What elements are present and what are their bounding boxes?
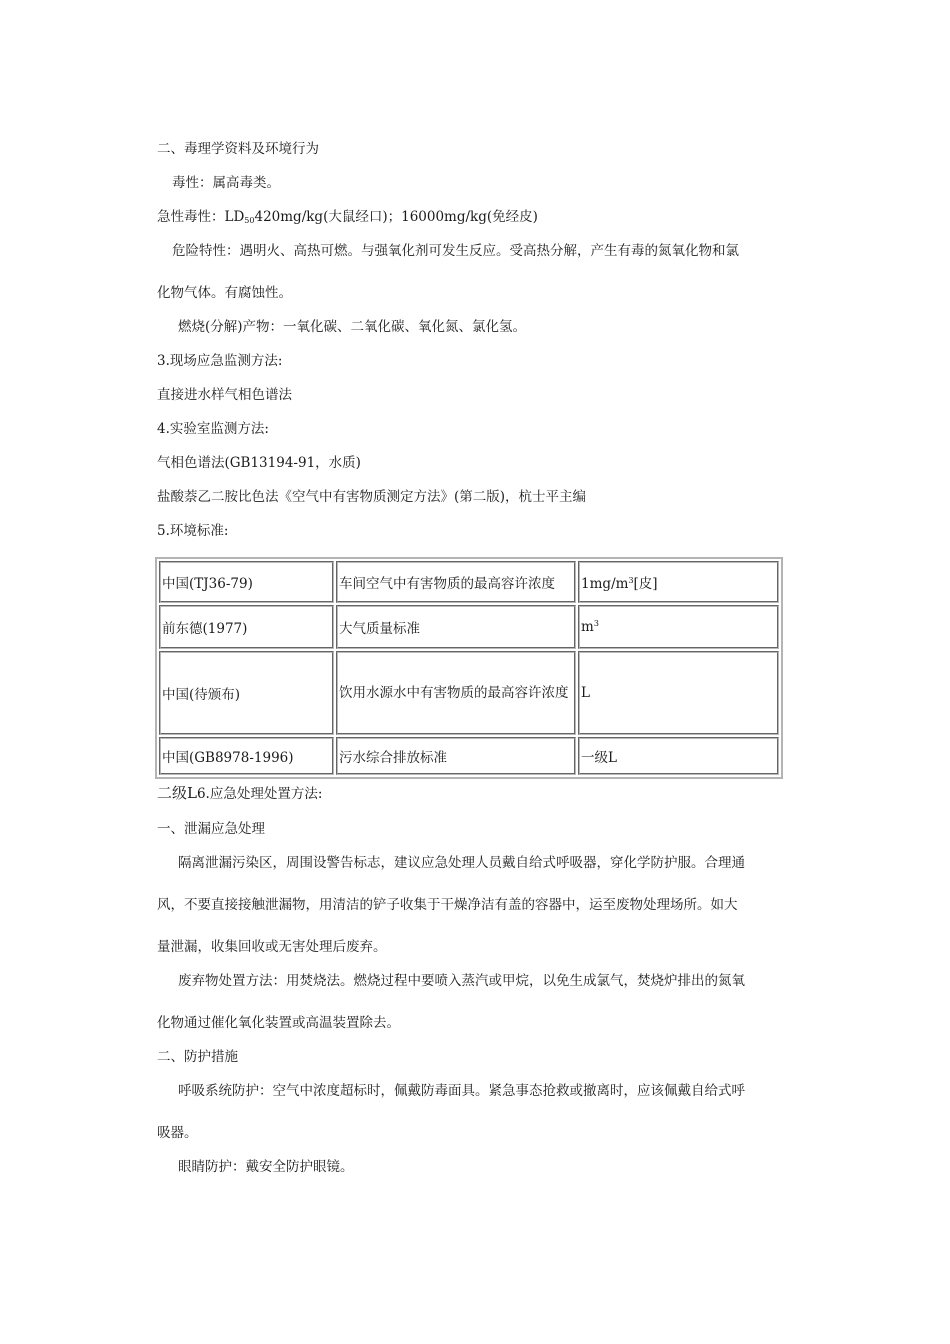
table-cell: 中国(待颁布)	[159, 651, 334, 735]
table-cell: $1mg/m^3$[皮]	[578, 561, 779, 603]
lab-method-1: 气相色谱法(GB13194-91，水质)	[157, 455, 361, 471]
table-row	[159, 737, 779, 775]
waste-line-1: 废弃物处置方法：用焚烧法。燃烧过程中要喷入蒸汽或甲烷，以免生成氯气，焚烧炉排出的氮氧	[178, 973, 745, 989]
table-cell: 中国(GB8978-1996)	[159, 737, 334, 775]
table-cell: L	[578, 651, 779, 735]
leak-line-3: 量泄漏，收集回收或无害处理后废弃。	[157, 939, 387, 955]
hazard-line-1: 危险特性：遇明火、高热可燃。与强氧化剂可发生反应。受高热分解，产生有毒的氮氧化物和氯	[172, 243, 739, 259]
lab-method-2: 盐酸萘乙二胺比色法《空气中有害物质测定方法》(第二版)，杭士平主编	[157, 489, 587, 505]
env-standard-heading: 5.环境标准:	[157, 523, 229, 539]
environmental-standards-table	[155, 557, 783, 779]
hazard-line-2: 化物气体。有腐蚀性。	[157, 285, 292, 301]
emergency-disposal-heading: 二级L6.应急处理处置方法:	[157, 784, 323, 802]
table-row	[159, 605, 779, 649]
lab-method-heading: 4.实验室监测方法:	[157, 421, 269, 437]
table-cell: 一级L	[578, 737, 779, 775]
field-method-text: 直接进水样气相色谱法	[157, 387, 292, 403]
field-method-heading: 3.现场应急监测方法:	[157, 353, 283, 369]
respiratory-line-2: 吸器。	[157, 1125, 198, 1141]
combustion-products-line: 燃烧(分解)产物：一氧化碳、二氧化碳、氧化氮、氯化氢。	[178, 319, 527, 335]
table-cell: $m^3$	[578, 605, 779, 649]
toxicity-line: 毒性：属高毒类。	[172, 175, 280, 191]
eye-protection-line: 眼睛防护：戴安全防护眼镜。	[178, 1159, 354, 1175]
table-row	[159, 561, 779, 603]
acute-toxicity-line: 急性毒性：$LD_{50}420mg/kg$(大鼠经口)；16000mg/kg(免经皮)	[157, 209, 538, 225]
table-cell: 前东德(1977)	[159, 605, 334, 649]
table-cell: 车间空气中有害物质的最高容许浓度	[336, 561, 576, 603]
leak-line-2: 风，不要直接接触泄漏物，用清洁的铲子收集于干燥净洁有盖的容器中，运至废物处理场所。如大	[157, 897, 738, 913]
leak-heading: 一、泄漏应急处理	[157, 821, 265, 837]
respiratory-line-1: 呼吸系统防护：空气中浓度超标时，佩戴防毒面具。紧急事态抢救或撤离时，应该佩戴自给式呼	[178, 1083, 745, 1099]
table-cell: 大气质量标准	[336, 605, 576, 649]
waste-line-2: 化物通过催化氧化装置或高温装置除去。	[157, 1015, 400, 1031]
table-cell: 饮用水源水中有害物质的最高容许浓度	[336, 651, 576, 735]
protection-heading: 二、防护措施	[157, 1049, 238, 1065]
leak-line-1: 隔离泄漏污染区，周围设警告标志，建议应急处理人员戴自给式呼吸器，穿化学防护服。合理通	[178, 855, 745, 871]
section-heading-toxicology: 二、毒理学资料及环境行为	[157, 141, 319, 157]
table-row	[159, 651, 779, 735]
table-cell: 污水综合排放标准	[336, 737, 576, 775]
table-cell: 中国(TJ36-79)	[159, 561, 334, 603]
